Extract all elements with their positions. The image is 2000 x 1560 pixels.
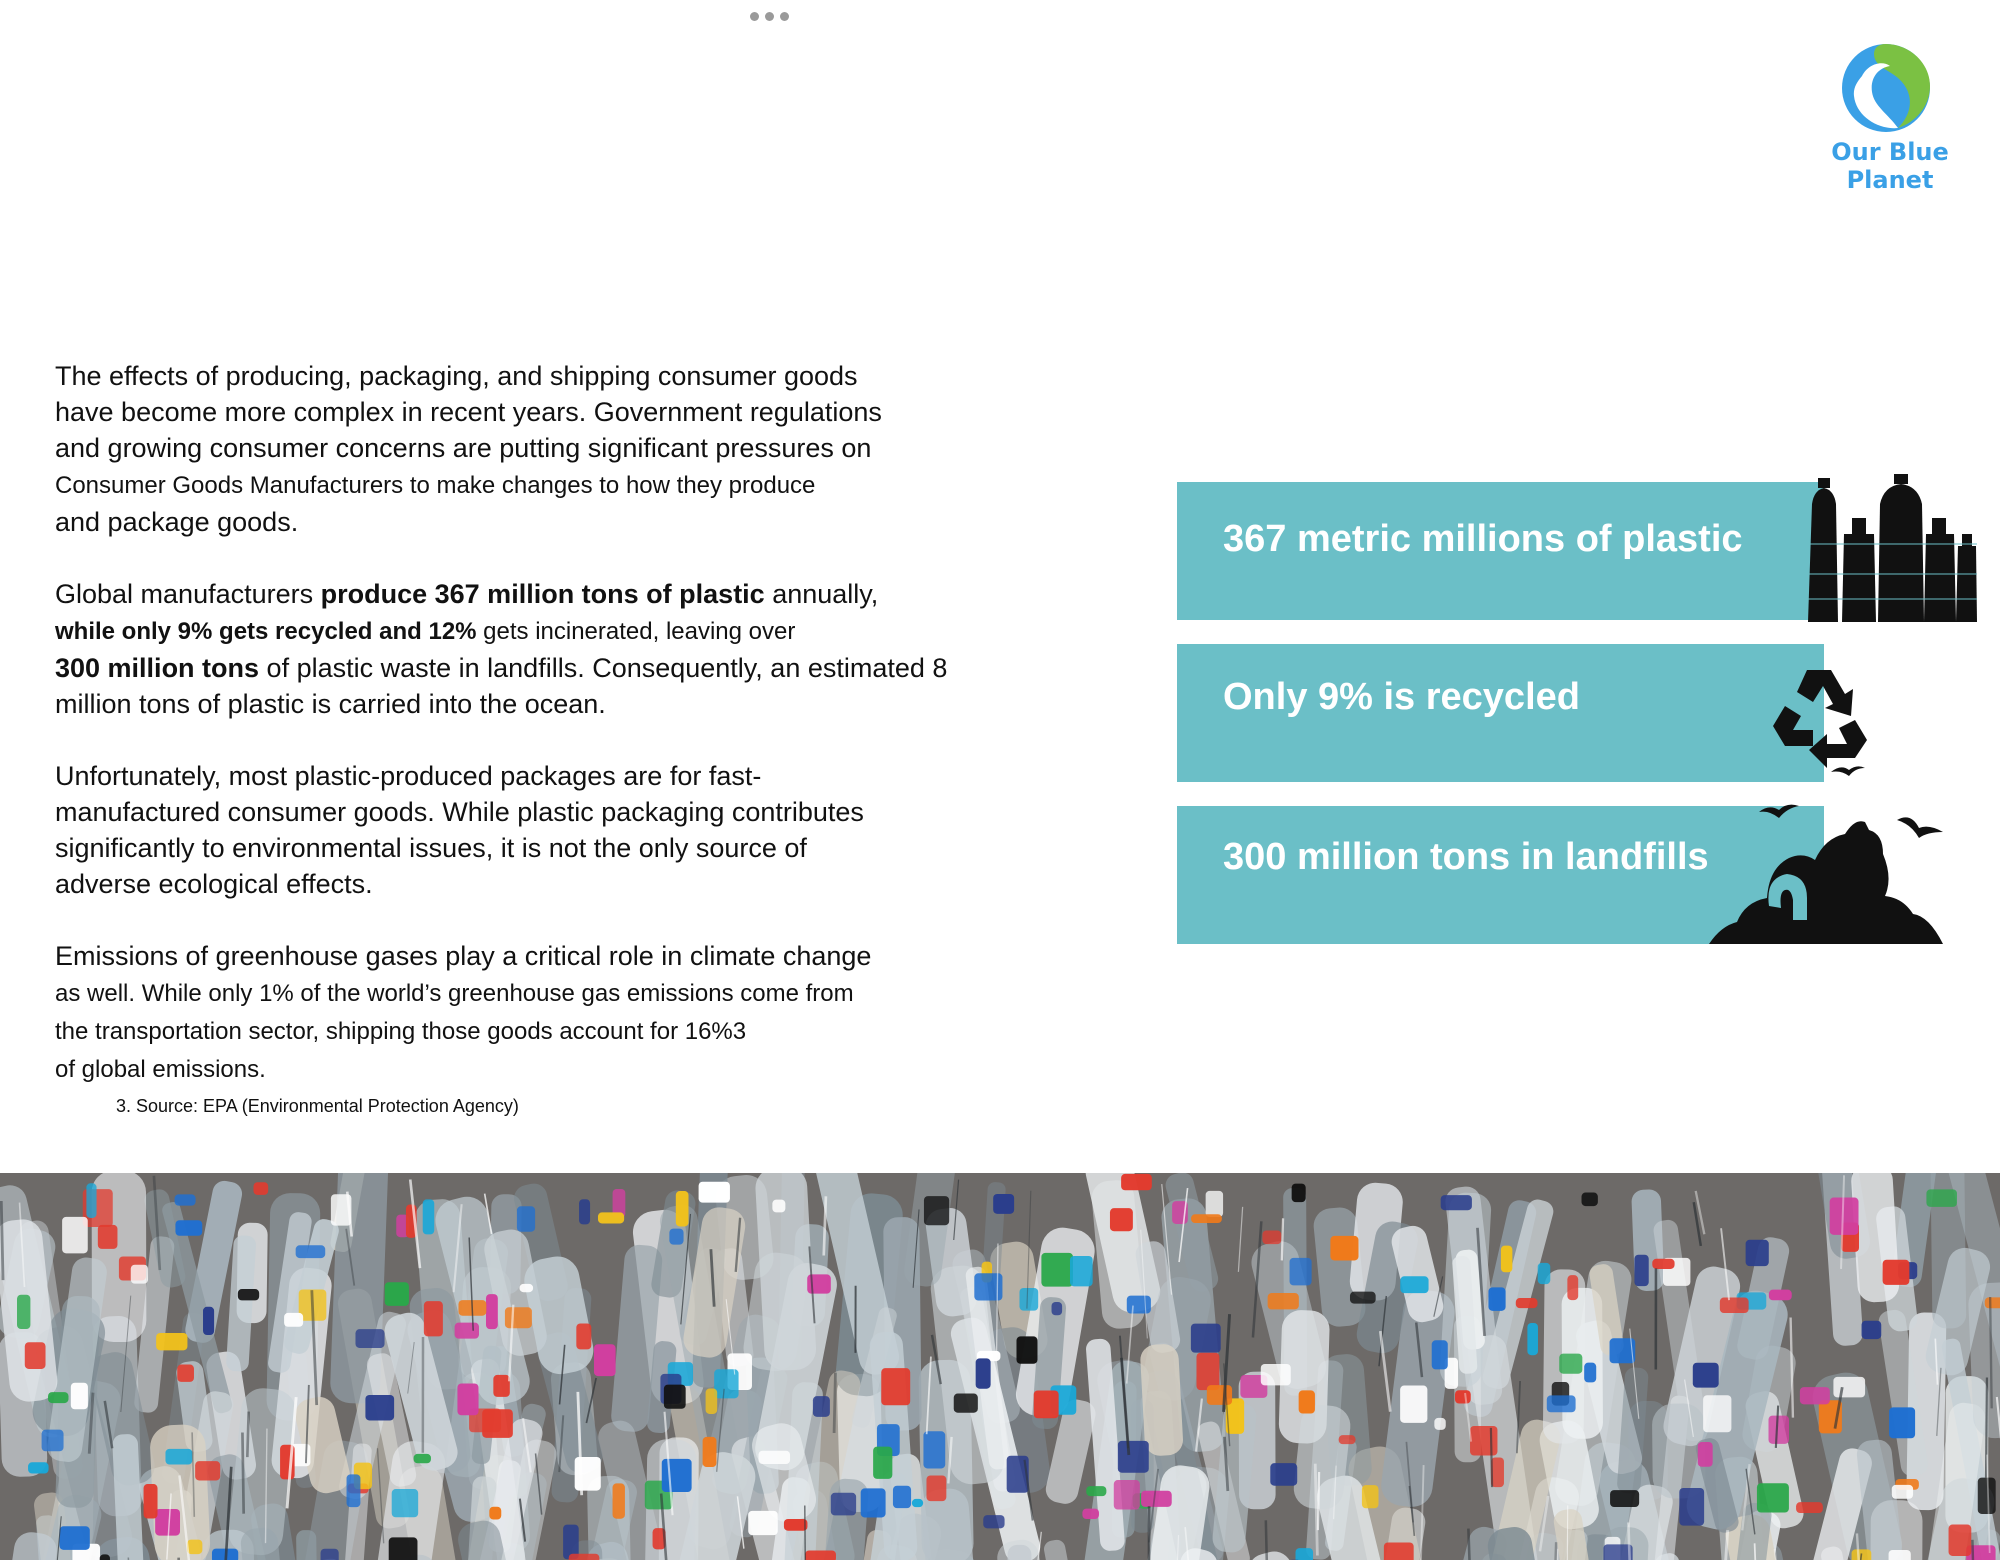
brand-name: Our Blue Planet <box>1831 138 1949 194</box>
paragraph-packaging: Unfortunately, most plastic-produced packages are for fast- manufactured consumer goods. While plastic packaging contributes significantly to environmental issues, it is not the only source of adverse ecological effects. <box>55 761 864 899</box>
article-body <box>55 358 1015 1124</box>
footnote: 3. Source: EPA (Environmental Protection Agency) <box>116 1096 519 1116</box>
recycle-icon <box>1767 664 1877 784</box>
landfill-icon <box>1707 798 1957 948</box>
stat-card-recycled <box>1177 644 1824 782</box>
stat-card-landfills <box>1177 806 1824 944</box>
brand-logo <box>1785 36 1995 194</box>
plastic-bottles-photo-art <box>0 1173 2000 1560</box>
plastic-bottles-photo <box>0 1173 2000 1560</box>
stat-label: 300 million tons in landfills <box>1223 836 1709 878</box>
more-options-handle[interactable] <box>750 12 789 21</box>
paragraph-emissions: Emissions of greenhouse gases play a critical role in climate change as well. While only 1% of the world’s greenhouse gas emissions come from the transportation sector, shipping those goods account for 16%3 of global emissions. <box>55 941 872 1083</box>
stat-label: Only 9% is recycled <box>1223 676 1580 718</box>
paragraph-plastic-stats: Global manufacturers produce 367 million tons of plastic annually, while only 9% gets recycled and 12% gets incinerated, leaving over 300 million tons of plastic waste in landfills. Consequently, an estimated 8 million tons of plastic is carried into the ocean. <box>55 579 948 719</box>
plastic-bottles-icon <box>1804 474 1977 624</box>
stat-cards <box>1177 482 1977 968</box>
stat-label: 367 metric millions of plastic <box>1223 518 1743 560</box>
leaf-drop-logo-icon <box>1838 36 1942 136</box>
paragraph-intro: The effects of producing, packaging, and shipping consumer goods have become more complex in recent years. Government regulations and growing consumer concerns are putting significant pressures on Consumer Goods Manufacturers to make changes to how they produce and package goods. <box>55 361 882 537</box>
stat-card-plastic <box>1177 482 1824 620</box>
